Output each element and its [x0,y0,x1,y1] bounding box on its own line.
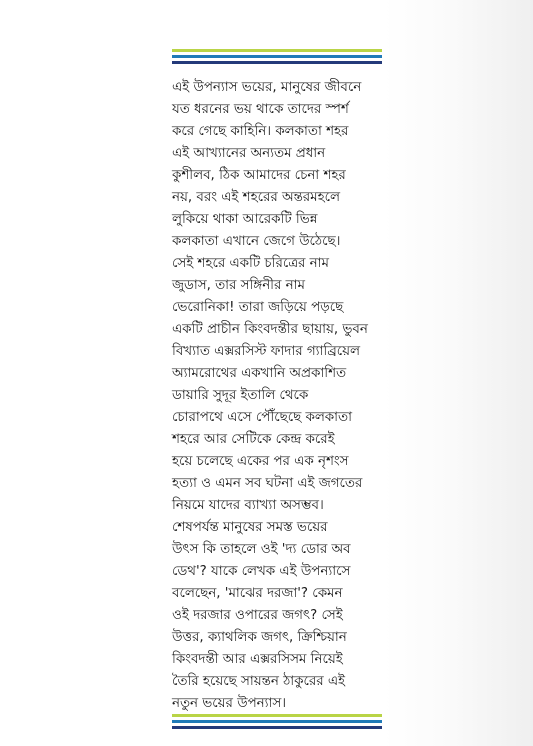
top-decorative-rule [172,49,382,67]
blurb-line: বিখ্যাত এক্সরসিস্ট ফাদার গ্যাব্রিয়েল [172,344,360,359]
blurb-line: একটি প্রাচীন কিংবদন্তীর ছায়ায়, ভুবন [172,322,368,337]
blurb-line: ডায়ারি সুদূর ইতালি থেকে [172,388,309,403]
rule-line-navy [172,726,382,729]
blurb-line: নতুন ভয়ের উপন্যাস। [172,696,287,711]
blurb-line: তৈরি হয়েছে সায়ন্তন ঠাকুরের এই [172,674,345,689]
blurb-line: ভেরোনিকা! তারা জড়িয়ে পড়ছে [172,300,344,315]
blurb-line: শহরে আর সেটিকে কেন্দ্র করেই [172,432,335,447]
blurb-line: শেষপর্যন্ত মানুষের সমস্ত ভয়ের [172,520,328,535]
blurb-line: উৎস কি তাহলে ওই 'দ্য ডোর অব [172,542,351,557]
rule-line-blue [172,720,382,723]
blurb-line: নিয়মে যাদের ব্যাখ্যা অসম্ভব। [172,498,324,513]
blurb-line: এই আখ্যানের অন্যতম প্রধান [172,146,326,161]
blurb-text [172,77,412,715]
blurb-line: যত ধরনের ভয় থাকে তাদের স্পর্শ [172,102,349,117]
blurb-line: কিংবদন্তী আর এক্সরসিসম নিয়েই [172,652,343,667]
rule-line-green [172,49,382,52]
bottom-decorative-rule [172,714,382,732]
blurb-line: বলেছেন, 'মাঝের দরজা'? কেমন [172,586,343,601]
rule-line-navy [172,61,382,64]
blurb-line: কলকাতা এখানে জেগে উঠেছে। [172,234,341,249]
blurb-line: লুকিয়ে থাকা আরেকটি ভিন্ন [172,212,318,227]
blurb-line: অ্যামরোথের একখানি অপ্রকাশিত [172,366,347,381]
blurb-line: উত্তর, ক্যাথলিক জগৎ, ক্রিশ্চিয়ান [172,630,347,645]
blurb-line: সেই শহরে একটি চরিত্রের নাম [172,256,329,271]
blurb-line: কুশীলব, ঠিক আমাদের চেনা শহর [172,168,346,183]
blurb-line: এই উপন্যাস ভয়ের, মানুষের জীবনে [172,80,362,95]
blurb-line: চোরাপথে এসে পৌঁছেছে কলকাতা [172,410,352,425]
rule-line-green [172,714,382,717]
blurb-line: করে গেছে কাহিনি। কলকাতা শহর [172,124,349,139]
blurb-line: হয়ে চলেছে একের পর এক নৃশংস [172,454,349,469]
blurb-line: জুডাস, তার সঙ্গিনীর নাম [172,278,305,293]
blurb-line: নয়, বরং এই শহরের অন্তরমহলে [172,190,340,205]
rule-line-blue [172,55,382,58]
blurb-line: হত্যা ও এমন সব ঘটনা এই জগতের [172,476,363,491]
blurb-line: ওই দরজার ওপারের জগৎ? সেই [172,608,343,623]
blurb-line: ডেথ'? যাকে লেখক এই উপন্যাসে [172,564,351,579]
